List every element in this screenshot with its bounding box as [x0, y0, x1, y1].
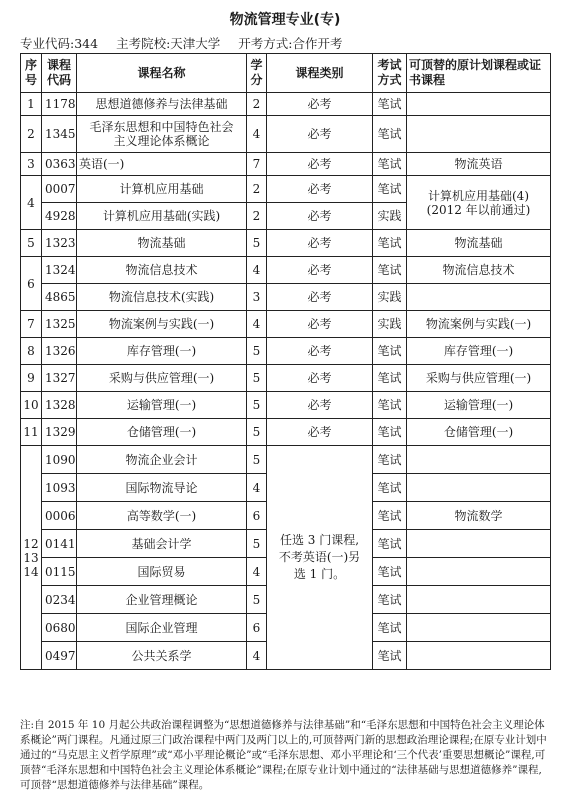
cell-code: 1324 — [42, 257, 77, 284]
cell-replace — [407, 474, 551, 502]
cell-name: 物流信息技术(实践) — [77, 284, 247, 311]
cell-replace — [407, 284, 551, 311]
cell-code: 1178 — [42, 93, 77, 116]
cell-exam: 笔试 — [373, 558, 407, 586]
cell-seq: 3 — [21, 153, 42, 176]
cell-replace: 运输管理(一) — [407, 392, 551, 419]
table-row — [21, 153, 551, 176]
cell-credit: 4 — [247, 558, 267, 586]
cell-exam: 笔试 — [373, 446, 407, 474]
cell-replace — [407, 642, 551, 670]
cell-seq: 10 — [21, 392, 42, 419]
cell-code: 0363 — [42, 153, 77, 176]
cell-name: 物流基础 — [77, 230, 247, 257]
cell-replace: 物流基础 — [407, 230, 551, 257]
cell-credit: 5 — [247, 446, 267, 474]
cell-exam: 实践 — [373, 311, 407, 338]
cell-credit: 6 — [247, 502, 267, 530]
cell-type: 必考 — [267, 311, 373, 338]
cell-credit: 4 — [247, 257, 267, 284]
cell-credit: 5 — [247, 392, 267, 419]
cell-name: 库存管理(一) — [77, 338, 247, 365]
cell-credit: 2 — [247, 93, 267, 116]
cell-credit: 5 — [247, 230, 267, 257]
cell-name: 英语(一) — [77, 153, 247, 176]
cell-code: 4865 — [42, 284, 77, 311]
cell-exam: 笔试 — [373, 230, 407, 257]
cell-credit: 5 — [247, 419, 267, 446]
cell-type: 必考 — [267, 284, 373, 311]
cell-credit: 5 — [247, 586, 267, 614]
cell-exam: 笔试 — [373, 642, 407, 670]
header-code: 课程代码 — [42, 54, 77, 93]
table-row — [21, 284, 551, 311]
cell-credit: 4 — [247, 116, 267, 153]
cell-credit: 6 — [247, 614, 267, 642]
cell-exam: 笔试 — [373, 176, 407, 203]
cell-replace: 物流信息技术 — [407, 257, 551, 284]
cell-seq: 1 — [21, 93, 42, 116]
cell-code: 4928 — [42, 203, 77, 230]
cell-seq: 9 — [21, 365, 42, 392]
cell-code: 0497 — [42, 642, 77, 670]
program-code: 专业代码:344 — [20, 36, 99, 51]
cell-seq: 5 — [21, 230, 42, 257]
cell-code: 0234 — [42, 586, 77, 614]
cell-replace: 物流案例与实践(一) — [407, 311, 551, 338]
cell-type: 必考 — [267, 93, 373, 116]
cell-credit: 4 — [247, 642, 267, 670]
cell-exam: 笔试 — [373, 365, 407, 392]
header-replace: 可顶替的原计划课程或证书课程 — [407, 54, 551, 93]
cell-name: 国际物流导论 — [77, 474, 247, 502]
cell-seq: 11 — [21, 419, 42, 446]
cell-code: 0007 — [42, 176, 77, 203]
cell-type: 必考 — [267, 365, 373, 392]
cell-type: 必考 — [267, 153, 373, 176]
cell-replace — [407, 446, 551, 474]
cell-code: 1093 — [42, 474, 77, 502]
cell-code: 1325 — [42, 311, 77, 338]
cell-seq: 6 — [21, 257, 42, 311]
cell-seq: 8 — [21, 338, 42, 365]
cell-seq: 7 — [21, 311, 42, 338]
cell-type: 必考 — [267, 176, 373, 203]
cell-exam: 笔试 — [373, 153, 407, 176]
table-row — [21, 116, 551, 153]
cell-exam: 实践 — [373, 203, 407, 230]
cell-type: 必考 — [267, 392, 373, 419]
table-row — [21, 446, 551, 474]
cell-replace — [407, 586, 551, 614]
cell-exam: 笔试 — [373, 93, 407, 116]
cell-replace: 采购与供应管理(一) — [407, 365, 551, 392]
cell-name: 思想道德修养与法律基础 — [77, 93, 247, 116]
cell-replace — [407, 116, 551, 153]
table-row — [21, 419, 551, 446]
table-header-row — [21, 54, 551, 93]
header-seq: 序号 — [21, 54, 42, 93]
cell-exam: 笔试 — [373, 419, 407, 446]
cell-exam: 笔试 — [373, 502, 407, 530]
cell-replace — [407, 530, 551, 558]
cell-replace: 库存管理(一) — [407, 338, 551, 365]
cell-exam: 笔试 — [373, 530, 407, 558]
cell-name: 毛泽东思想和中国特色社会主义理论体系概论 — [77, 116, 247, 153]
cell-type-elective: 任选 3 门课程,不考英语(一)另选 1 门。 — [267, 446, 373, 670]
cell-exam: 笔试 — [373, 338, 407, 365]
table-row — [21, 338, 551, 365]
cell-replace — [407, 558, 551, 586]
cell-name: 物流案例与实践(一) — [77, 311, 247, 338]
cell-credit: 5 — [247, 365, 267, 392]
cell-replace — [407, 614, 551, 642]
header-credit: 学分 — [247, 54, 267, 93]
header-exam: 考试方式 — [373, 54, 407, 93]
cell-type: 必考 — [267, 257, 373, 284]
cell-code: 1323 — [42, 230, 77, 257]
exam-school: 主考院校:天津大学 — [116, 36, 221, 51]
cell-exam: 笔试 — [373, 614, 407, 642]
footnote: 注:自 2015 年 10 月起公共政治课程调整为“思想道德修养与法律基础”和“毛泽东思想和中国特色社会主义理论体系概论”两门课程。凡通过原三门政治课程中两门及两门以上的,可顶替两门新的思想政治理论课程;在原专业计划中通过的“马克思主义哲学原理”或“邓小平理论概论”或“毛泽东思想、邓小平理论和‘三个代表’重要思想概论”课程,可顶替“毛泽东思想和中国特色社会主义理论体系概论”课程;在原专业计划中通过的“法律基础与思想道德修养”课程,可顶替“思想道德修养与法律基础”课程。 — [20, 719, 547, 791]
cell-code: 0115 — [42, 558, 77, 586]
cell-name: 公共关系学 — [77, 642, 247, 670]
cell-name: 计算机应用基础 — [77, 176, 247, 203]
elective-seq: 13 — [23, 550, 39, 565]
cell-name: 基础会计学 — [77, 530, 247, 558]
elective-seq: 14 — [23, 564, 39, 579]
cell-replace: 仓储管理(一) — [407, 419, 551, 446]
cell-credit: 5 — [247, 338, 267, 365]
cell-seq: 2 — [21, 116, 42, 153]
cell-exam: 笔试 — [373, 257, 407, 284]
cell-name: 采购与供应管理(一) — [77, 365, 247, 392]
cell-code: 1090 — [42, 446, 77, 474]
cell-name: 物流信息技术 — [77, 257, 247, 284]
cell-code: 0141 — [42, 530, 77, 558]
cell-code: 1326 — [42, 338, 77, 365]
cell-type: 必考 — [267, 203, 373, 230]
cell-credit: 2 — [247, 203, 267, 230]
cell-type: 必考 — [267, 116, 373, 153]
program-meta — [20, 34, 356, 52]
cell-credit: 7 — [247, 153, 267, 176]
cell-name: 国际贸易 — [77, 558, 247, 586]
cell-exam: 笔试 — [373, 474, 407, 502]
cell-exam: 笔试 — [373, 586, 407, 614]
cell-seq: 4 — [21, 176, 42, 230]
header-name: 课程名称 — [77, 54, 247, 93]
cell-code: 1329 — [42, 419, 77, 446]
table-row — [21, 365, 551, 392]
exam-mode: 开考方式:合作开考 — [238, 36, 343, 51]
cell-type: 必考 — [267, 419, 373, 446]
cell-name: 高等数学(一) — [77, 502, 247, 530]
cell-code: 0680 — [42, 614, 77, 642]
cell-name: 物流企业会计 — [77, 446, 247, 474]
table-row — [21, 230, 551, 257]
cell-replace: 计算机应用基础(4)(2012 年以前通过) — [407, 176, 551, 230]
cell-name: 仓储管理(一) — [77, 419, 247, 446]
table-row — [21, 257, 551, 284]
cell-credit: 4 — [247, 311, 267, 338]
cell-exam: 实践 — [373, 284, 407, 311]
cell-replace — [407, 93, 551, 116]
header-type: 课程类别 — [267, 54, 373, 93]
elective-seq: 12 — [23, 536, 39, 551]
cell-credit: 3 — [247, 284, 267, 311]
cell-type: 必考 — [267, 338, 373, 365]
cell-code: 1345 — [42, 116, 77, 153]
cell-exam: 笔试 — [373, 116, 407, 153]
cell-credit: 5 — [247, 530, 267, 558]
cell-name: 企业管理概论 — [77, 586, 247, 614]
table-row — [21, 311, 551, 338]
cell-credit: 4 — [247, 474, 267, 502]
course-table — [20, 53, 551, 670]
cell-name: 计算机应用基础(实践) — [77, 203, 247, 230]
table-row — [21, 93, 551, 116]
cell-type: 必考 — [267, 230, 373, 257]
table-row — [21, 176, 551, 203]
cell-exam: 笔试 — [373, 392, 407, 419]
cell-replace: 物流数学 — [407, 502, 551, 530]
cell-name: 国际企业管理 — [77, 614, 247, 642]
cell-seq-elective — [21, 446, 42, 670]
cell-name: 运输管理(一) — [77, 392, 247, 419]
table-row — [21, 392, 551, 419]
cell-credit: 2 — [247, 176, 267, 203]
cell-code: 1327 — [42, 365, 77, 392]
cell-replace: 物流英语 — [407, 153, 551, 176]
page-title: 物流管理专业(专) — [229, 12, 341, 28]
cell-code: 0006 — [42, 502, 77, 530]
cell-code: 1328 — [42, 392, 77, 419]
